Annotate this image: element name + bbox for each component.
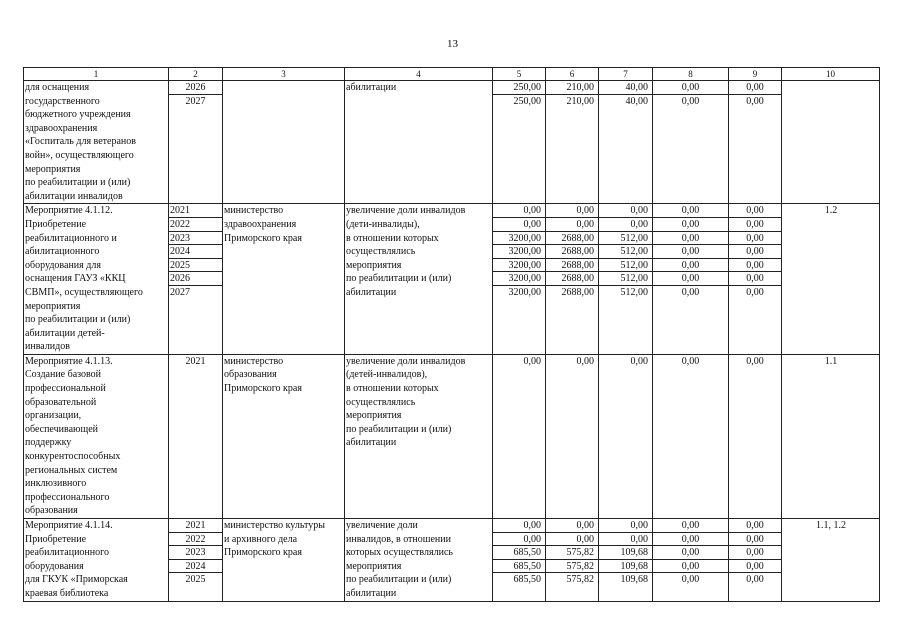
federal-amount-value: 0,00	[576, 355, 594, 367]
federal-amount-value: 2688,00	[561, 286, 594, 298]
federal-amount-value: 575,82	[546, 546, 598, 560]
other-amount-value: 0,00	[729, 204, 781, 218]
other-amount-value: 0,00	[729, 533, 781, 547]
total-amount-value: 685,50	[513, 574, 541, 586]
program-activities-table	[23, 67, 880, 602]
total-amount	[493, 519, 546, 602]
col-header-6: 6	[546, 68, 599, 81]
local-amount-value: 0,00	[653, 204, 728, 218]
local-amount-value: 0,00	[653, 232, 728, 246]
activity-name: Мероприятие 4.1.13. Создание базовой профессиональной образовательной организации, обеспечивающей поддержку конкурентоспособных региональных систем инклюзивного профессионального образования	[24, 354, 169, 518]
target-indicator: увеличение доли инвалидов (детей-инвалидов), в отношении которых осуществлялись мероприятия по реабилитации и (или) абилитации	[345, 354, 493, 518]
year-cell-value: 2027	[170, 286, 190, 298]
regional-amount-value: 0,00	[599, 533, 652, 547]
total-amount-value: 3200,00	[493, 232, 545, 246]
other-amount	[729, 354, 782, 518]
federal-amount	[546, 204, 599, 355]
col-header-7: 7	[599, 68, 653, 81]
activity-name: для оснащения государственного бюджетного учреждения здравоохранения «Госпиталь для ветеранов войн», осуществляющего мероприятия по реабилитации и (или) абилитации инвалидов	[24, 81, 169, 204]
year-cell-value: 2022	[169, 533, 222, 547]
total-amount-value: 3200,00	[493, 272, 545, 286]
federal-amount-value: 0,00	[546, 519, 598, 533]
total-amount-value: 0,00	[493, 204, 545, 218]
total-amount-value: 0,00	[523, 355, 541, 367]
regional-amount-value: 40,00	[599, 81, 652, 95]
local-amount-value: 0,00	[653, 259, 728, 273]
total-amount	[493, 354, 546, 518]
local-amount-value: 0,00	[653, 245, 728, 259]
total-amount-value: 250,00	[513, 95, 541, 107]
year-cell-value: 2024	[169, 560, 222, 574]
target-indicator: увеличение доли инвалидов (дети-инвалиды), в отношении которых осуществлялись мероприятия по реабилитации и (или) абилитации	[345, 204, 493, 355]
col-header-5: 5	[493, 68, 546, 81]
federal-amount	[546, 519, 599, 602]
year-cell-value: 2023	[169, 546, 222, 560]
regional-amount-value: 0,00	[599, 218, 652, 232]
local-amount-value: 0,00	[653, 533, 728, 547]
other-amount-value: 0,00	[729, 232, 781, 246]
regional-amount-value: 40,00	[625, 95, 648, 107]
regional-amount-value: 0,00	[630, 355, 648, 367]
col-header-9: 9	[729, 68, 782, 81]
year-cell-value: 2027	[185, 95, 206, 107]
total-amount-value: 0,00	[493, 218, 545, 232]
total-amount-value: 3200,00	[508, 286, 541, 298]
col-header-3: 3	[223, 68, 345, 81]
other-amount-value: 0,00	[746, 286, 764, 298]
year-cell-value: 2021	[185, 355, 206, 367]
year-cell-value: 2021	[169, 519, 222, 533]
total-amount	[493, 204, 546, 355]
federal-amount-value: 2688,00	[546, 245, 598, 259]
executor	[223, 81, 345, 204]
activity-row	[24, 204, 880, 355]
regional-amount	[599, 354, 653, 518]
year-cell-value: 2025	[185, 574, 206, 586]
activity-row	[24, 354, 880, 518]
total-amount-value: 3200,00	[493, 259, 545, 273]
other-amount-value: 0,00	[729, 519, 781, 533]
col-header-2: 2	[169, 68, 223, 81]
regional-amount	[599, 81, 653, 204]
year-cell-value: 2026	[169, 81, 222, 95]
regional-amount-value: 109,68	[599, 560, 652, 574]
activity-name: Мероприятие 4.1.14. Приобретение реабилитационного оборудования для ГКУК «Приморская краевая библиотека	[24, 519, 169, 602]
other-amount-value: 0,00	[746, 95, 764, 107]
total-amount-value: 0,00	[493, 519, 545, 533]
indicator-reference: 1.1, 1.2	[782, 519, 880, 602]
activity-row	[24, 81, 880, 204]
year-cell-value: 2021	[169, 204, 222, 218]
col-header-1: 1	[24, 68, 169, 81]
regional-amount-value: 109,68	[599, 546, 652, 560]
year-cell	[169, 81, 223, 204]
other-amount-value: 0,00	[729, 546, 781, 560]
col-header-10: 10	[782, 68, 880, 81]
regional-amount-value: 512,00	[620, 286, 648, 298]
col-header-8: 8	[653, 68, 729, 81]
activity-row	[24, 519, 880, 602]
local-amount-value: 0,00	[653, 560, 728, 574]
year-cell-value: 2022	[169, 218, 222, 232]
federal-amount	[546, 81, 599, 204]
local-amount-value: 0,00	[653, 519, 728, 533]
total-amount-value: 685,50	[493, 560, 545, 574]
indicator-reference	[782, 81, 880, 204]
local-amount-value: 0,00	[653, 546, 728, 560]
regional-amount	[599, 204, 653, 355]
total-amount-value: 3200,00	[493, 245, 545, 259]
federal-amount-value: 575,82	[546, 560, 598, 574]
col-header-4: 4	[345, 68, 493, 81]
regional-amount-value: 512,00	[599, 232, 652, 246]
federal-amount-value: 2688,00	[546, 232, 598, 246]
target-indicator: абилитации	[345, 81, 493, 204]
executor: министерство здравоохранения Приморского края	[223, 204, 345, 355]
executor: министерство образования Приморского края	[223, 354, 345, 518]
federal-amount-value: 0,00	[546, 533, 598, 547]
local-amount-value: 0,00	[653, 272, 728, 286]
federal-amount	[546, 354, 599, 518]
year-cell-value: 2023	[169, 232, 222, 246]
year-cell-value: 2025	[169, 259, 222, 273]
executor: министерство культуры и архивного дела Приморского края	[223, 519, 345, 602]
other-amount-value: 0,00	[729, 218, 781, 232]
federal-amount-value: 210,00	[566, 95, 594, 107]
year-cell	[169, 519, 223, 602]
other-amount-value: 0,00	[729, 259, 781, 273]
total-amount-value: 0,00	[493, 533, 545, 547]
indicator-reference: 1.1	[782, 354, 880, 518]
local-amount	[653, 204, 729, 355]
regional-amount-value: 0,00	[599, 519, 652, 533]
year-cell-value: 2024	[169, 245, 222, 259]
year-cell	[169, 354, 223, 518]
regional-amount-value: 109,68	[620, 574, 648, 586]
column-number-row	[24, 68, 880, 81]
other-amount	[729, 204, 782, 355]
federal-amount-value: 0,00	[546, 218, 598, 232]
federal-amount-value: 0,00	[546, 204, 598, 218]
other-amount-value: 0,00	[729, 245, 781, 259]
local-amount	[653, 81, 729, 204]
federal-amount-value: 2688,00	[546, 272, 598, 286]
regional-amount-value: 512,00	[599, 245, 652, 259]
federal-amount-value: 575,82	[566, 574, 594, 586]
activity-name: Мероприятие 4.1.12. Приобретение реабилитационного и абилитационного оборудования для оснащения ГАУЗ «ККЦ СВМП», осуществляющего мероприятия по реабилитации и (или) абилитации детей- инвалидов	[24, 204, 169, 355]
local-amount-value: 0,00	[681, 95, 700, 107]
total-amount	[493, 81, 546, 204]
year-cell-value: 2026	[169, 272, 222, 286]
local-amount-value: 0,00	[681, 574, 700, 586]
federal-amount-value: 2688,00	[546, 259, 598, 273]
total-amount-value: 685,50	[493, 546, 545, 560]
regional-amount	[599, 519, 653, 602]
local-amount-value: 0,00	[653, 218, 728, 232]
target-indicator: увеличение доли инвалидов, в отношении которых осуществлялись мероприятия по реабилитации и (или) абилитации	[345, 519, 493, 602]
year-cell	[169, 204, 223, 355]
local-amount-value: 0,00	[681, 355, 700, 367]
local-amount-value: 0,00	[681, 286, 700, 298]
local-amount	[653, 354, 729, 518]
regional-amount-value: 0,00	[599, 204, 652, 218]
page-number: 13	[447, 38, 458, 50]
total-amount-value: 250,00	[493, 81, 545, 95]
other-amount-value: 0,00	[729, 560, 781, 574]
regional-amount-value: 512,00	[599, 259, 652, 273]
local-amount-value: 0,00	[653, 81, 728, 95]
other-amount-value: 0,00	[729, 81, 781, 95]
other-amount-value: 0,00	[746, 574, 764, 586]
other-amount	[729, 81, 782, 204]
other-amount-value: 0,00	[729, 272, 781, 286]
other-amount-value: 0,00	[746, 355, 764, 367]
regional-amount-value: 512,00	[599, 272, 652, 286]
other-amount	[729, 519, 782, 602]
local-amount	[653, 519, 729, 602]
federal-amount-value: 210,00	[546, 81, 598, 95]
indicator-reference: 1.2	[782, 204, 880, 355]
